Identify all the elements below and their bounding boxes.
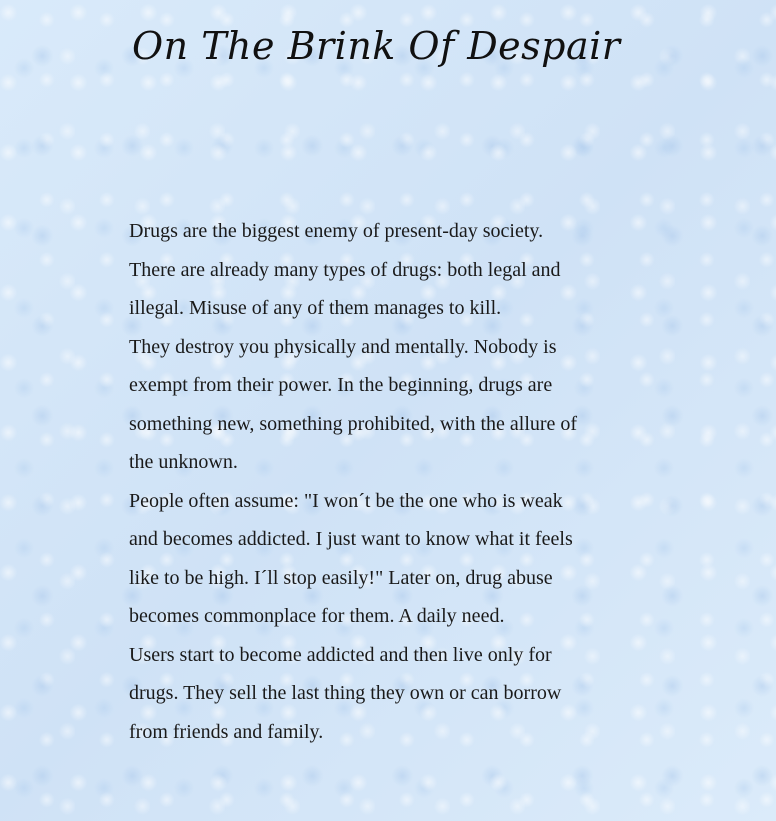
body-line: from friends and family. [129,720,324,743]
body-line: There are already many types of drugs: both legal and [129,258,561,281]
body-line: illegal. Misuse of any of them manages to kill. [129,297,502,319]
body-line: drugs. They sell the last thing they own or can borrow [129,682,562,704]
body-line: People often assume: "I won´t be the one who is weak [129,489,563,512]
page-title: On The Brink Of Despair [132,24,621,68]
body-line: exempt from their power. In the beginning, drugs are [129,374,553,396]
body-line: the unknown. [129,451,238,473]
body-line: something new, something prohibited, with the allure of [129,412,578,435]
body-line: like to be high. I´ll stop easily!" Later on, drug abuse [129,566,553,589]
body-line: Users start to become addicted and then live only for [129,643,552,666]
body-line: and becomes addicted. I just want to know what it feels [129,528,573,550]
body-line: Drugs are the biggest enemy of present-day society. [129,220,544,242]
article-body [129,212,649,751]
body-line: becomes commonplace for them. A daily need. [129,605,505,627]
body-line: They destroy you physically and mentally. Nobody is [129,335,557,358]
